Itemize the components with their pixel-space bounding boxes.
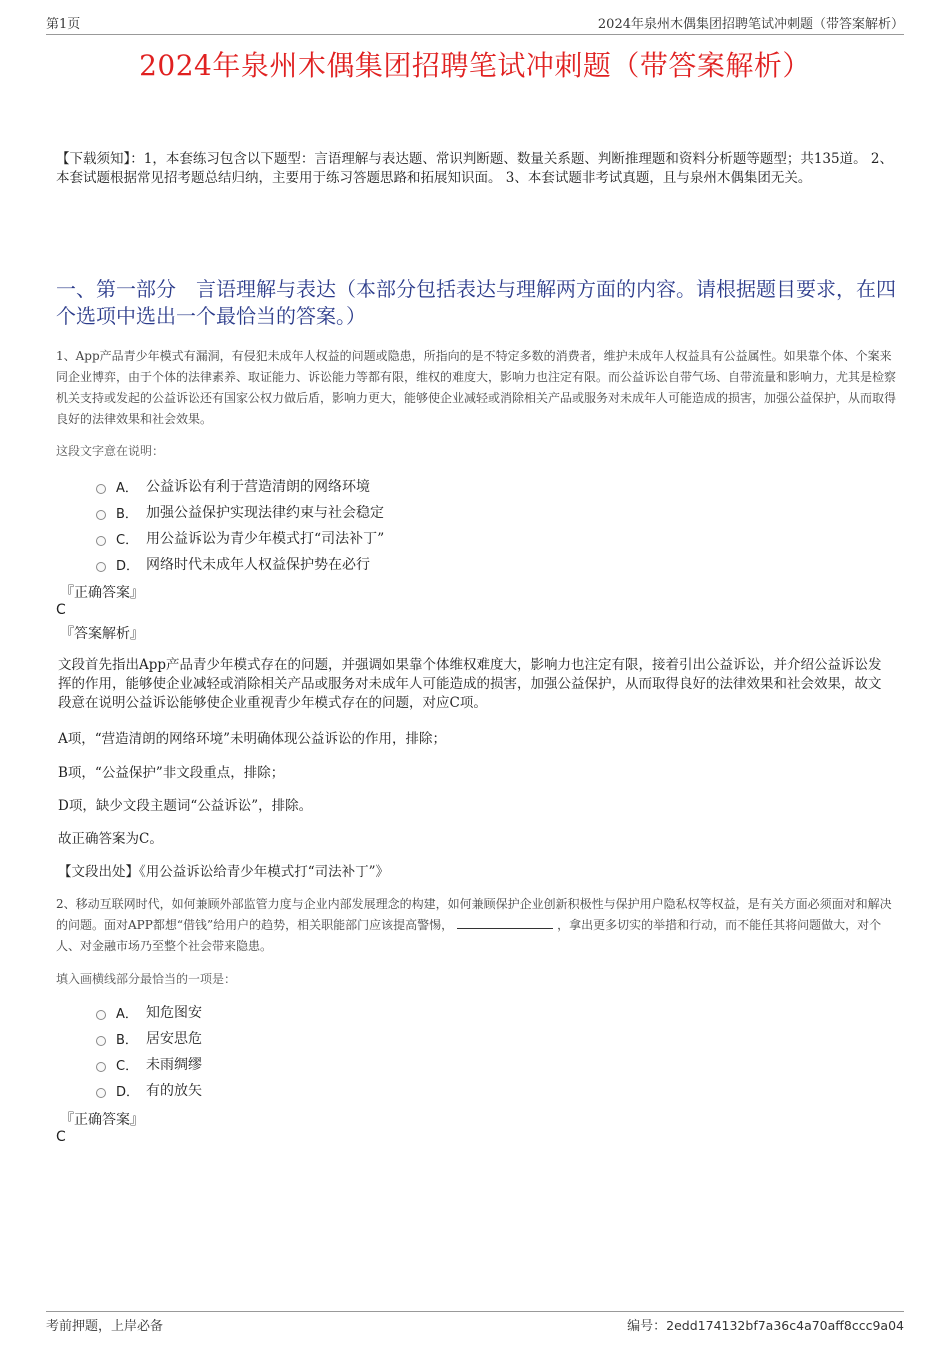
- question-1-note-b: B项，“公益保护”非文段重点，排除；: [58, 765, 285, 781]
- question-1-analysis-label: 『答案解析』: [60, 626, 144, 642]
- page-header: [46, 14, 904, 35]
- question-1-answer-label: 『正确答案』: [60, 585, 144, 601]
- radio-icon[interactable]: [96, 536, 106, 546]
- question-1-conclusion: 故正确答案为C。: [58, 831, 163, 847]
- question-1-text: 1、App产品青少年模式有漏洞，有侵犯未成年人权益的问题或隐患，所指向的是不特定多数的消费者，维护未成年人权益具有公益属性。如果靠个体、个案来同企业博弈，由于个体的法律素养、取证能力、诉讼能力等都有限，维权的难度大，影响力也注定有限。而公益诉讼自带气场、自带流量和影响力，尤其是检察机关支持或发起的公益诉讼还有国家公权力做后盾，影响力更大，能够使企业减轻或消除相关产品或服务对未成年人可能造成的损害，加强公益保护，从而取得良好的法律效果和社会效果。: [56, 349, 897, 426]
- question-1-analysis: 文段首先指出App产品青少年模式存在的问题，并强调如果靠个体维权难度大，影响力也注定有限，接着引出公益诉讼，并介绍公益诉讼发挥的作用，能够使企业减轻或消除相关产品或服务对未成年人可能造成的损害，加强公益保护，从而取得良好的法律效果和社会效果，故文段意在说明公益诉讼能够使企业重视青少年模式存在的问题，对应C项。: [58, 657, 882, 711]
- question-1-options: [96, 473, 384, 577]
- footer-code: 编号：2edd174132bf7a36c4a70aff8ccc9a04: [627, 1318, 904, 1334]
- radio-icon[interactable]: [96, 510, 106, 520]
- question-1-option-b[interactable]: B． 加强公益保护实现法律约束与社会稳定: [96, 499, 384, 525]
- question-1-note-d: D项，缺少文段主题词“公益诉讼”，排除。: [58, 798, 313, 814]
- question-1-source: 【文段出处】《用公益诉讼给青少年模式打“司法补丁”》: [58, 864, 390, 880]
- page-number: 第1页: [46, 17, 81, 32]
- question-2-option-d[interactable]: D． 有的放矢: [96, 1077, 202, 1103]
- question-2-prompt: 填入画横线部分最恰当的一项是：: [56, 972, 237, 986]
- radio-icon[interactable]: [96, 562, 106, 572]
- question-1-note-a: A项，“营造清朗的网络环境”未明确体现公益诉讼的作用，排除；: [58, 731, 447, 747]
- question-1-option-c[interactable]: C． 用公益诉讼为青少年模式打“司法补丁”: [96, 525, 384, 551]
- question-1-answer: C: [56, 602, 66, 618]
- radio-icon[interactable]: [96, 1062, 106, 1072]
- fill-in-blank: [457, 916, 553, 929]
- question-1-option-d[interactable]: D． 网络时代未成年人权益保护势在必行: [96, 551, 384, 577]
- radio-icon[interactable]: [96, 1010, 106, 1020]
- radio-icon[interactable]: [96, 1088, 106, 1098]
- question-1-option-a[interactable]: A． 公益诉讼有利于营造清朗的网络环境: [96, 473, 384, 499]
- page-footer: [46, 1311, 904, 1334]
- question-2-option-b[interactable]: B． 居安思危: [96, 1025, 202, 1051]
- header-doc-title: 2024年泉州木偶集团招聘笔试冲刺题（带答案解析）: [597, 17, 904, 32]
- radio-icon[interactable]: [96, 1036, 106, 1046]
- question-2-text: 2、移动互联网时代，如何兼顾外部监管力度与企业内部发展理念的构建，如何兼顾保护企业创新积极性与保护用户隐私权等权益，是有关方面必须面对和解决的问题。面对APP都想“借钱”给用户的趋势，相关职能部门应该提高警惕， ，拿出更多切实的举措和行动，而不能任其将问题做大，对个人、对金融市场乃至整个社会带来隐患。: [56, 897, 892, 953]
- section-heading: 一、第一部分 言语理解与表达（本部分包括表达与理解两方面的内容。请根据题目要求，在四个选项中选出一个最恰当的答案。）: [56, 277, 896, 328]
- question-2-answer: C: [56, 1129, 66, 1145]
- question-2-options: [96, 999, 202, 1103]
- question-2-answer-label: 『正确答案』: [60, 1112, 144, 1128]
- download-notice: 【下载须知】：1，本套练习包含以下题型：言语理解与表达题、常识判断题、数量关系题、判断推理题和资料分析题等题型；共135道。 2、本套试题根据常见招考题总结归纳，主要用于练习答题思路和拓展知识面。 3、本套试题非考试真题，且与泉州木偶集团无关。: [56, 151, 893, 186]
- document-title: 2024年泉州木偶集团招聘笔试冲刺题（带答案解析）: [139, 49, 811, 82]
- footer-slogan: 考前押题，上岸必备: [46, 1319, 164, 1334]
- question-1-prompt: 这段文字意在说明：: [56, 444, 165, 458]
- question-2-option-a[interactable]: A． 知危图安: [96, 999, 202, 1025]
- radio-icon[interactable]: [96, 484, 106, 494]
- question-2-option-c[interactable]: C． 未雨绸缪: [96, 1051, 202, 1077]
